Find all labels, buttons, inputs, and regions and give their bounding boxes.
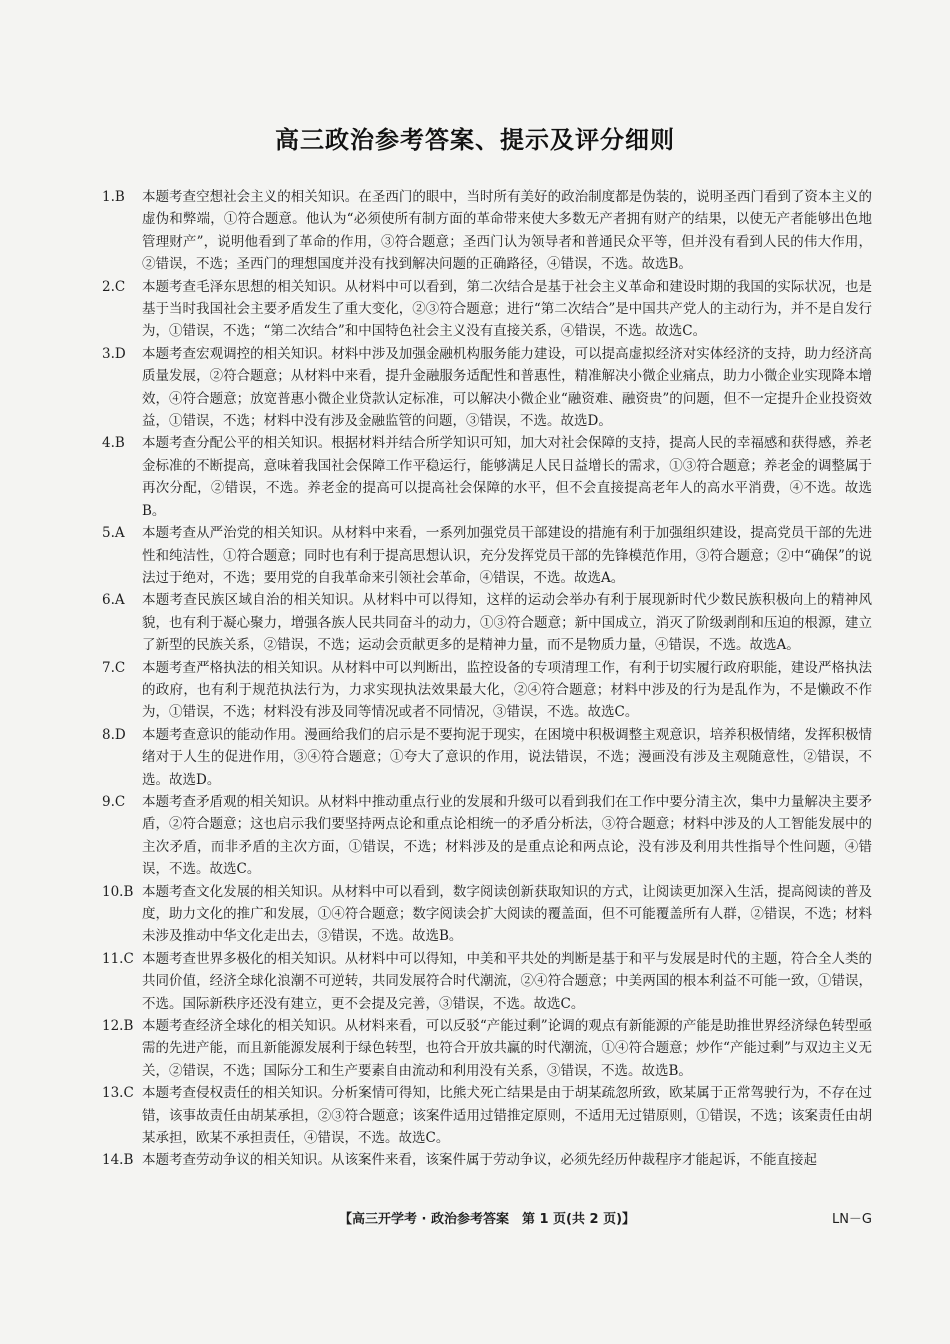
- answer-explanation: 本题考查分配公平的相关知识。根据材料并结合所学知识可知，加大对社会保障的支持，提高人民的幸福感和获得感，养老金标准的不断提高，意味着我国社会保障工作平稳运行，能够满足人民日益增长的需求，①③符合题意；养老金的调整属于再次分配，②错误，不选。养老金的提高可以提高社会保障的水平，但不会直接提高老年人的高水平消费，④不选。故选B。: [142, 435, 872, 519]
- answer-number: 9.C: [102, 793, 126, 810]
- answer-item: [102, 1082, 872, 1149]
- answer-number: 12.B: [102, 1018, 134, 1035]
- answer-explanation: 本题考查世界多极化的相关知识。从材料中可以得知，中美和平共处的判断是基于和平与发展是时代的主题，符合全人类的共同价值，经济全球化浪潮不可逆转，共同发展符合时代潮流，②④符合题意；中美两国的根本利益不可能一致，①错误，不选。国际新秩序还没有建立，更不会提及完善，③错误，不选。故选C。: [142, 950, 872, 1012]
- page-footer: [102, 1208, 872, 1230]
- page-title: 高三政治参考答案、提示及评分细则: [275, 126, 675, 154]
- answer-number: 10.B: [102, 883, 134, 900]
- answer-number: 13.C: [102, 1085, 134, 1102]
- footer-code: LN－G: [831, 1212, 872, 1227]
- answer-number: 3.D: [102, 345, 126, 362]
- answer-number: 11.C: [102, 950, 134, 967]
- answer-item: [102, 1149, 872, 1171]
- answer-number: 1.B: [102, 189, 125, 205]
- answer-item: [102, 724, 872, 791]
- footer-page-info: 【高三开学考 · 政治参考答案 第 1 页(共 2 页)】: [338, 1212, 636, 1227]
- answer-item: [102, 522, 872, 589]
- answer-explanation: 本题考查严格执法的相关知识。从材料中可以判断出，监控设备的专项清理工作，有利于切实履行政府职能，建设严格执法的政府，也有利于规范执法行为，力求实现执法效果最大化，②④符合题意；材料中涉及的行为是乱作为，不是懒政不作为，①错误，不选；材料没有涉及同等情况或者不同情况，③错误，不选。故选C。: [142, 659, 872, 721]
- answer-item: [102, 1015, 872, 1082]
- answer-explanation: 本题考查从严治党的相关知识。从材料中来看，一系列加强党员干部建设的措施有利于加强组织建设，提高党员干部的先进性和纯洁性，①符合题意；同时也有利于提高思想认识，充分发挥党员干部的先锋模范作用，③符合题意；②中“确保”的说法过于绝对，不选；要用党的自我革命来引领社会革命，④错误，不选。故选A。: [142, 525, 872, 586]
- answer-item: [102, 343, 872, 433]
- answer-item: [102, 948, 872, 1015]
- answer-number: 8.D: [102, 726, 126, 743]
- answer-number: 2.C: [102, 278, 126, 295]
- answer-explanation: 本题考查经济全球化的相关知识。从材料来看，可以反驳“产能过剩”论调的观点有新能源的产能是助推世界经济绿色转型亟需的先进产能，而且新能源发展利于绿色转型，也符合开放共赢的时代潮流，①④符合题意；炒作“产能过剩”与双边主义无关，②错误，不选；国际分工和生产要素自由流动和利用没有关系，③错误，不选。故选B。: [142, 1018, 872, 1079]
- answer-explanation: 本题考查空想社会主义的相关知识。在圣西门的眼中，当时所有美好的政治制度都是伪装的，说明圣西门看到了资本主义的虚伪和弊端，①符合题意。他认为“必须使所有制方面的革命带来使大多数无产者拥有财产的结果，以使无产者能够出色地管理财产”，说明他看到了革命的作用，③符合题意；圣西门认为领导者和普通民众平等，但并没有看到人民的伟大作用，②错误，不选；圣西门的理想国度并没有找到解决问题的正确路径，④错误，不选。故选B。: [142, 189, 872, 273]
- answer-number: 4.B: [102, 435, 125, 452]
- answer-number: 14.B: [102, 1152, 134, 1169]
- answer-number: 5.A: [102, 525, 125, 542]
- answer-item: [102, 791, 872, 881]
- answer-list: [102, 186, 872, 1172]
- answer-item: [102, 276, 872, 343]
- answer-explanation: 本题考查毛泽东思想的相关知识。从材料中可以看到，第二次结合是基于社会主义革命和建设时期的我国的实际状况，也是基于当时我国社会主要矛盾发生了重大变化，②③符合题意；进行“第二次结合”是中国共产党人的主动行为，并不是自发行为，①错误，不选；“第二次结合”和中国特色社会主义没有直接关系，④错误，不选。故选C。: [142, 278, 872, 340]
- answer-item: [102, 432, 872, 522]
- answer-explanation: 本题考查侵权责任的相关知识。分析案情可得知，比熊犬死亡结果是由于胡某疏忽所致，欧某属于正常驾驶行为，不存在过错，该事故责任由胡某承担，②③符合题意；该案件适用过错推定原则，不适用无过错原则，①错误，不选；该案责任由胡某承担，欧某不承担责任，④错误，不选。故选C。: [142, 1085, 872, 1147]
- answer-explanation: 本题考查宏观调控的相关知识。材料中涉及加强金融机构服务能力建设，可以提高虚拟经济对实体经济的支持，助力经济高质量发展，②符合题意；从材料中来看，提升金融服务适配性和普惠性，精准解决小微企业痛点，助力小微企业实现降本增效，④符合题意；放宽普惠小微企业贷款认定标准，可以解决小微企业“融资难、融资贵”的问题，但不一定提升企业投资效益，①错误，不选；材料中没有涉及金融监管的问题，③错误，不选。故选D。: [142, 345, 872, 430]
- answer-number: 7.C: [102, 659, 126, 676]
- answer-number: 6.A: [102, 592, 125, 609]
- answer-item: [102, 657, 872, 724]
- answer-explanation: 本题考查意识的能动作用。漫画给我们的启示是不要拘泥于现实，在困境中积极调整主观意识，培养积极情绪，发挥积极情绪对于人生的促进作用，③④符合题意；①夸大了意识的作用，说法错误，不选；漫画没有涉及主观随意性，②错误，不选。故选D。: [142, 726, 872, 788]
- answer-item: [102, 881, 872, 948]
- answer-item: [102, 589, 872, 656]
- answer-explanation: 本题考查劳动争议的相关知识。从该案件来看，该案件属于劳动争议，必须先经历仲裁程序才能起诉，不能直接起: [142, 1152, 817, 1169]
- answer-explanation: 本题考查民族区域自治的相关知识。从材料中可以得知，这样的运动会举办有利于展现新时代少数民族积极向上的精神风貌，也有利于凝心聚力，增强各族人民共同奋斗的动力，①③符合题意；新中国成立，消灭了阶级剥削和压迫的根源，建立了新型的民族关系，②错误，不选；运动会贡献更多的是精神力量，而不是物质力量，④错误，不选。故选A。: [142, 592, 872, 654]
- answer-item: [102, 186, 872, 276]
- answer-explanation: 本题考查矛盾观的相关知识。从材料中推动重点行业的发展和升级可以看到我们在工作中要分清主次，集中力量解决主要矛盾，②符合题意；这也启示我们要坚持两点论和重点论相统一的矛盾分析法，③符合题意；材料中涉及的人工智能发展中的主次矛盾，而非矛盾的主次方面，①错误，不选；材料涉及的是重点论和两点论，没有涉及利用共性指导个性问题，④错误，不选。故选C。: [142, 793, 872, 878]
- answer-explanation: 本题考查文化发展的相关知识。从材料中可以看到，数字阅读创新获取知识的方式，让阅读更加深入生活，提高阅读的普及度，助力文化的推广和发展，①④符合题意；数字阅读会扩大阅读的覆盖面，但不可能覆盖所有人群，②错误，不选；材料未涉及推动中华文化走出去，③错误，不选。故选B。: [142, 883, 872, 945]
